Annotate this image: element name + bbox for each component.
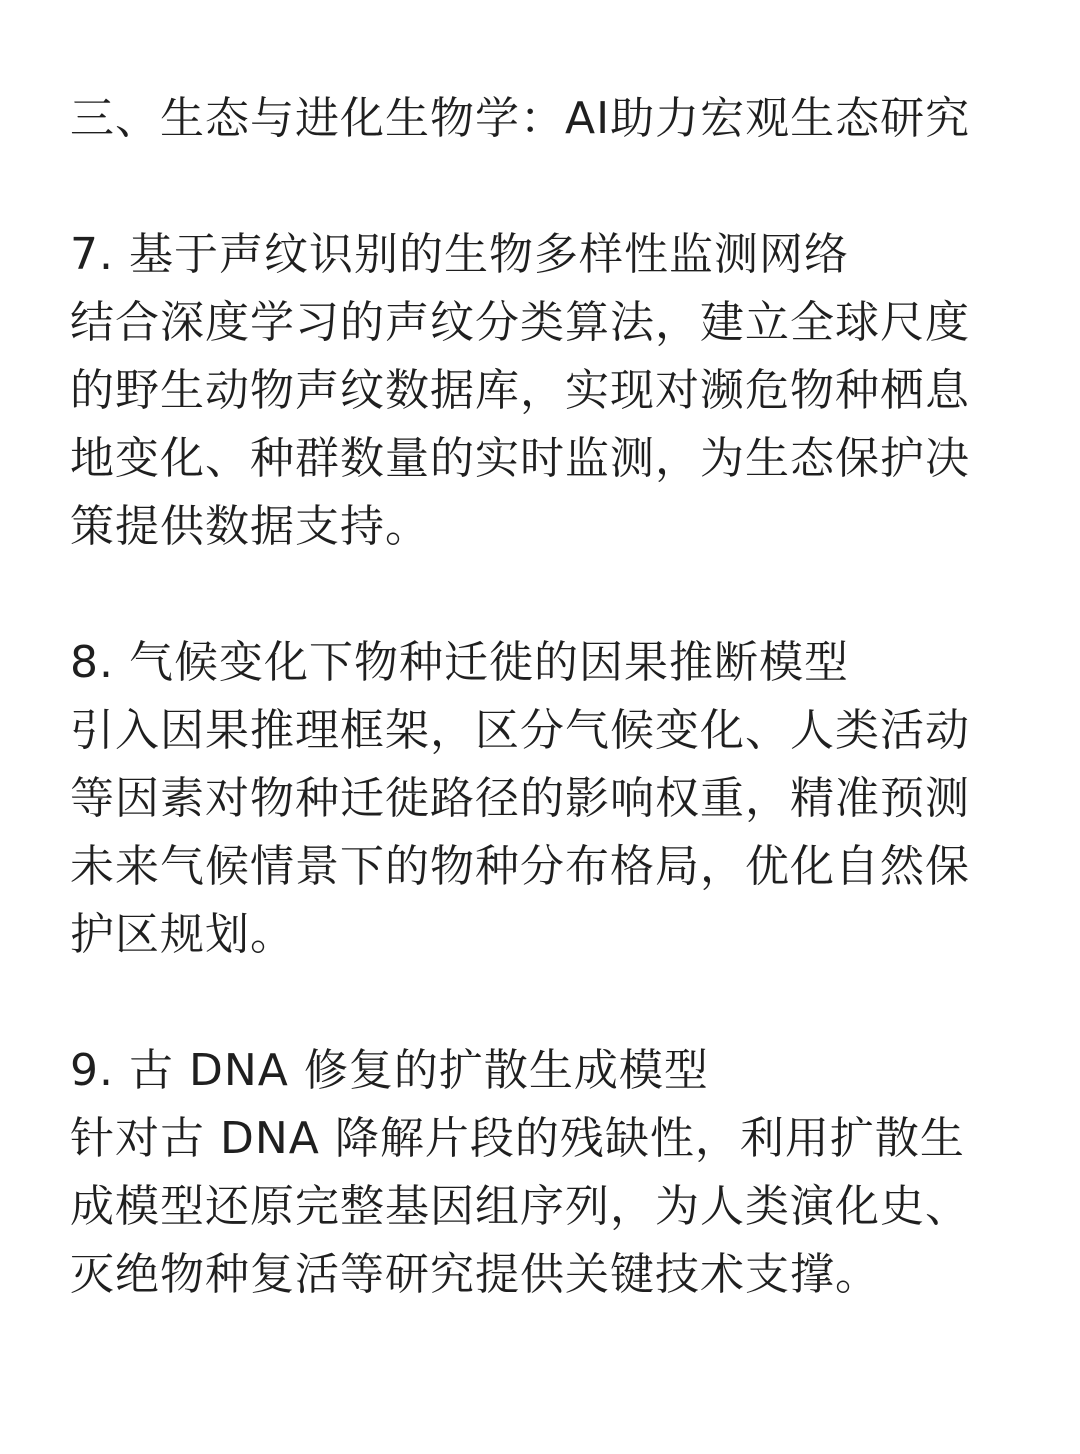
list-item-8 [70,629,1020,969]
item-text-line: 策提供数据支持。 [70,501,430,552]
item-text-line: 成模型还原完整基因组序列，为人类演化史、 [70,1181,970,1232]
item-text-line: 地变化、种群数量的实时监测，为生态保护决 [70,433,970,484]
item-text-line: 灭绝物种复活等研究提供关键技术支撑。 [70,1249,880,1300]
item-text-line: 结合深度学习的声纹分类算法，建立全球尺度 [70,297,970,348]
item-title: 8. 气候变化下物种迁徙的因果推断模型 [70,637,849,688]
item-title: 7. 基于声纹识别的生物多样性监测网络 [70,229,849,280]
item-text-line: 等因素对物种迁徙路径的影响权重，精准预测 [70,773,970,824]
item-text-line: 护区规划。 [70,909,295,960]
list-item-7 [70,221,1020,561]
item-text-line: 未来气候情景下的物种分布格局，优化自然保 [70,841,970,892]
item-text-line: 的野生动物声纹数据库，实现对濒危物种栖息 [70,365,970,416]
section-title: 三、生态与进化生物学：AI助力宏观生态研究 [70,93,971,144]
list-item-9 [70,1037,1020,1309]
item-text-line: 针对古 DNA 降解片段的残缺性，利用扩散生 [70,1113,965,1164]
item-title: 9. 古 DNA 修复的扩散生成模型 [70,1045,709,1096]
article-body [70,85,1020,1309]
item-text-line: 引入因果推理框架，区分气候变化、人类活动 [70,705,970,756]
